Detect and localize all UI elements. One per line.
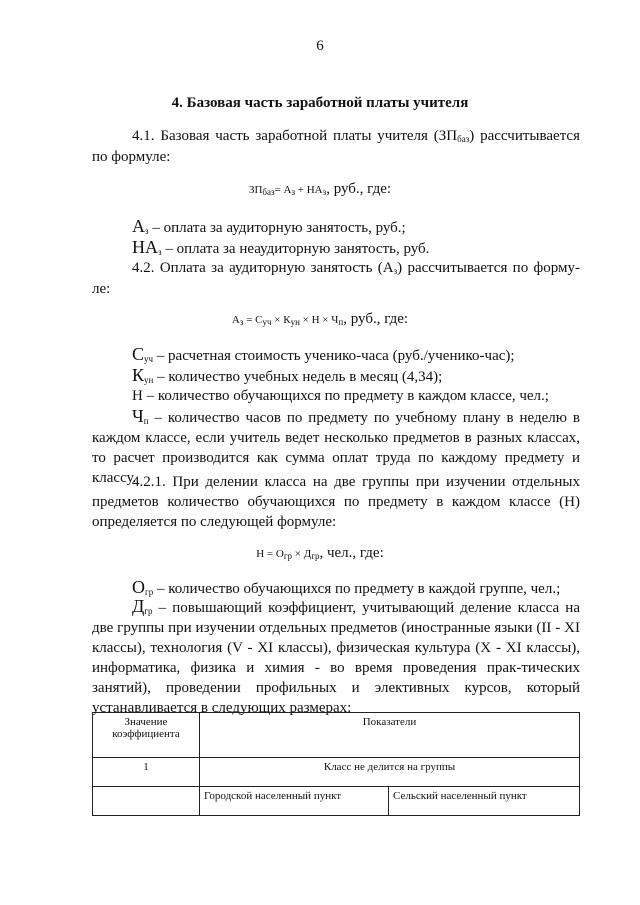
def-kun-text: – количество учебных недель в месяц (4,34); <box>153 369 443 385</box>
def-ogr-text: – количество обучающихся по предмету в каждой группе, чел.; <box>153 581 561 597</box>
def-such-symbol: С <box>132 344 145 364</box>
p42-end: ) рассчитывается по форму-ле: <box>92 260 581 297</box>
f3-a: Н = О <box>256 548 284 560</box>
definition-kun <box>132 365 580 388</box>
paragraph-4-2-1: 4.2.1. При делении класса на две группы при изучении отдельных предметов количество обучающихся по предмету в каждом классе (Н) определяется по следующей формуле: <box>92 474 580 530</box>
def-naz-text: – оплата за неаудиторную занятость, руб. <box>161 241 430 257</box>
def-naz-symbol: НА <box>132 237 158 257</box>
def-ogr-sub: гр <box>145 587 154 597</box>
p42-text: 4.2. Оплата за аудиторную занятость (А <box>132 260 394 276</box>
f3-b: × Д <box>292 548 312 560</box>
table-cell-value: 1 <box>93 758 200 787</box>
f2-c-sub: ун <box>290 317 300 327</box>
definition-dgr <box>92 596 580 718</box>
paragraph-4-2 <box>92 258 580 300</box>
def-naz-sub: з <box>158 247 162 257</box>
f1-b-sub: з <box>291 187 296 197</box>
f3-b-sub: гр <box>311 551 320 561</box>
coefficient-table <box>92 712 580 816</box>
p41-sub: баз <box>457 134 470 144</box>
f1-a-sub: баз <box>262 187 275 197</box>
table-header-row <box>93 713 580 758</box>
f1-d: , руб., где: <box>326 181 392 197</box>
f2-e: , руб., где: <box>343 311 409 327</box>
f3-c: , чел., где: <box>319 545 384 561</box>
table-row <box>93 758 580 787</box>
table-row <box>93 787 580 816</box>
table-header-indicators: Показатели <box>200 713 580 758</box>
table-cell-empty <box>93 787 200 816</box>
section-heading: 4. Базовая часть заработной платы учителя <box>171 95 469 111</box>
formula-zp-baz <box>0 180 640 198</box>
def-az-text: – оплата за аудиторную занятость, руб.; <box>148 220 406 236</box>
definition-n: Н – количество обучающихся по предмету в каждом классе, чел.; <box>132 388 549 404</box>
table-header-coefficient: Значение коэффициента <box>93 713 200 758</box>
f2-d: × Н × Ч <box>299 314 339 326</box>
f3-a-sub: гр <box>283 551 293 561</box>
table-cell-no-groups: Класс не делится на группы <box>200 758 580 787</box>
def-such-sub: уч <box>144 354 154 364</box>
def-chp-text: – количество часов по предмету по учебному плану в неделю в каждом классе, если учитель ведет несколько предметов в разных классах, то расчет производится как сумма оплат труда по каждому предмету и классу. <box>92 410 580 486</box>
table-cell-rural: Сельский населенный пункт <box>389 787 580 816</box>
p41-text: 4.1. Базовая часть заработной платы учителя (ЗП <box>132 128 458 144</box>
def-dgr-sub: гр <box>144 606 153 616</box>
def-such-text: – расчетная стоимость ученико-часа (руб./ученико-час); <box>153 348 515 364</box>
f1-c-sub: з <box>322 187 327 197</box>
def-az-sub: з <box>145 226 149 236</box>
f2-b-sub: уч <box>262 317 272 327</box>
definition-such <box>132 344 580 367</box>
def-kun-symbol: К <box>132 365 145 385</box>
f2-d-sub: п <box>338 317 344 327</box>
def-ogr-symbol: О <box>132 577 145 597</box>
paragraph-4-1 <box>92 126 580 168</box>
p42-sub: з <box>393 266 398 276</box>
formula-az <box>0 310 640 328</box>
def-dgr-text: – повышающий коэффициент, учитывающий деление класса на две группы при изучении отдельных предметов (иностранные языки (II - XI классы), технология (V - XI классы), физическая культура (X - XI классы), информатика, физика и химия - во время проведения прак-тических занятий), проведении профильных и элективных курсов, который устанавливается в следующих размерах: <box>92 600 580 716</box>
f2-a-sub: з <box>239 317 244 327</box>
f2-b: = С <box>243 314 263 326</box>
definition-naz <box>132 237 580 260</box>
f1-c: + НА <box>295 184 323 196</box>
f1-a: ЗП <box>248 184 263 196</box>
f1-b: = А <box>274 184 292 196</box>
page-number: 6 <box>316 38 324 54</box>
def-az-symbol: А <box>132 216 145 236</box>
definition-az <box>132 216 580 239</box>
formula-n <box>0 544 640 562</box>
p41-end: ) рассчитывается по формуле: <box>92 128 580 165</box>
f2-a: А <box>231 314 240 326</box>
table-cell-urban: Городской населенный пункт <box>200 787 389 816</box>
f2-c: × К <box>271 314 291 326</box>
def-chp-sub: п <box>143 416 149 426</box>
def-dgr-symbol: Д <box>132 596 145 616</box>
def-kun-sub: ун <box>144 375 154 385</box>
def-chp-symbol: Ч <box>132 406 144 426</box>
